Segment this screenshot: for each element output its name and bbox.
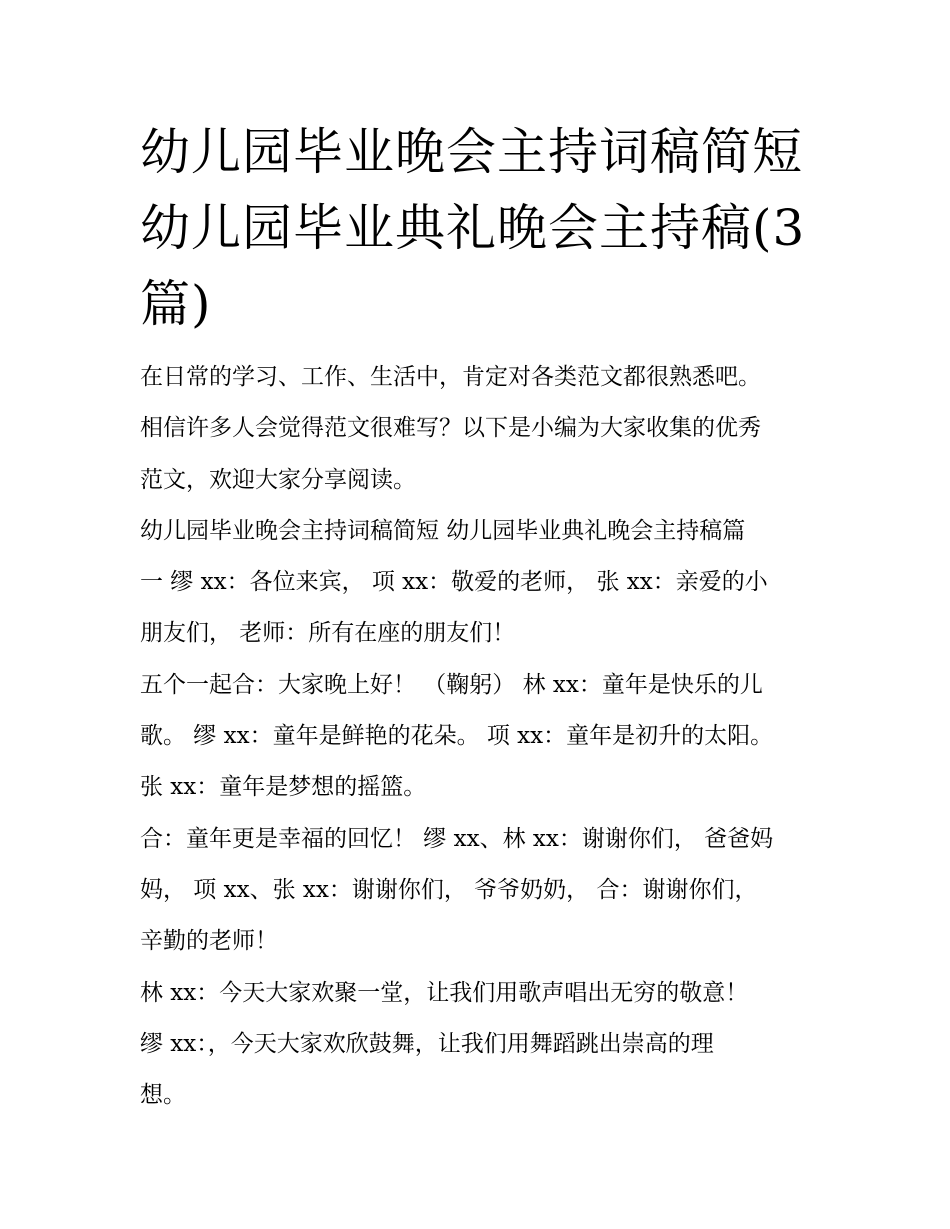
document-body <box>140 352 830 1121</box>
body-line: 辛勤的老师！ <box>140 928 278 955</box>
body-line: 缪 xx：，今天大家欢欣鼓舞，让我们用舞蹈跳出崇高的理 <box>140 1030 714 1057</box>
body-line: 张 xx：童年是梦想的摇篮。 <box>140 774 427 801</box>
body-line: 合：童年更是幸福的回忆！ 缪 xx、林 xx：谢谢你们， 爸爸妈 <box>140 825 774 852</box>
body-line: 相信许多人会觉得范文很难写？以下是小编为大家收集的优秀 <box>140 415 761 442</box>
body-line: 歌。 缪 xx：童年是鲜艳的花朵。 项 xx：童年是初升的太阳。 <box>140 723 774 750</box>
body-line: 妈， 项 xx、张 xx：谢谢你们， 爷爷奶奶， 合：谢谢你们， <box>140 876 758 903</box>
body-line: 朋友们， 老师：所有在座的朋友们！ <box>140 620 516 647</box>
body-line: 林 xx：今天大家欢聚一堂，让我们用歌声唱出无穷的敬意！ <box>140 979 749 1006</box>
body-line: 在日常的学习、工作、生活中，肯定对各类范文都很熟悉吧。 <box>140 364 761 390</box>
body-line: 幼儿园毕业晚会主持词稿简短 幼儿园毕业典礼晚会主持稿篇 <box>140 517 746 544</box>
body-line: 想。 <box>140 1082 186 1109</box>
document-title <box>140 114 820 342</box>
title-line: 幼儿园毕业晚会主持词稿简短 <box>140 123 803 181</box>
body-line: 一 缪 xx：各位来宾， 项 xx：敬爱的老师， 张 xx：亲爱的小 <box>140 569 768 596</box>
body-line: 五个一起合：大家晚上好！ （鞠躬） 林 xx：童年是快乐的儿 <box>140 671 763 698</box>
title-line: 幼儿园毕业典礼晚会主持稿(3 <box>140 199 806 257</box>
body-line: 范文，欢迎大家分享阅读。 <box>140 466 416 493</box>
title-line: 篇) <box>140 275 212 333</box>
